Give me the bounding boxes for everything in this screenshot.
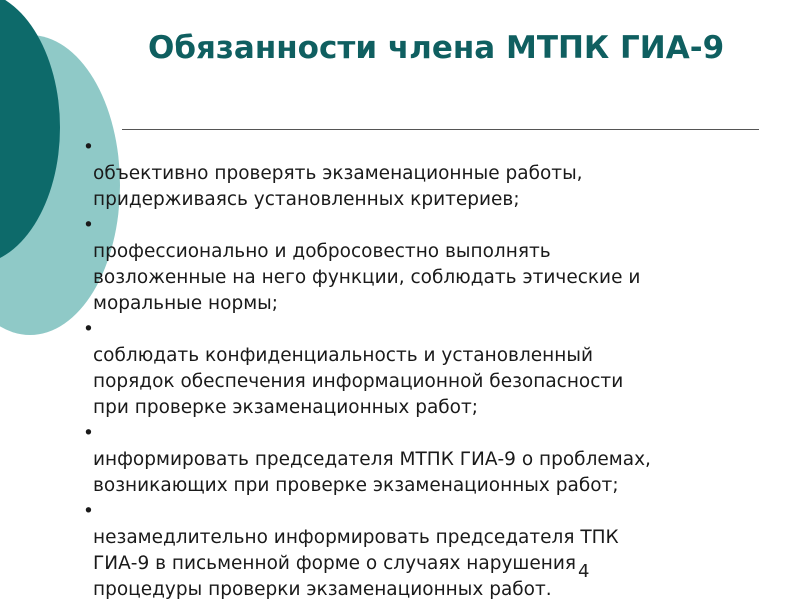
- list-item: [83, 135, 763, 213]
- duties-list: [83, 135, 763, 600]
- list-item-text: объективно проверять экзаменационные работы, придерживаясь установленных критериев;: [93, 163, 583, 210]
- bullet-icon: •: [83, 423, 94, 444]
- page-number: 4: [578, 561, 590, 582]
- list-item-text: незамедлительно информировать председателя ТПК ГИА-9 в письменной форме о случаях нарушения процедуры проверки экзаменационных работ.: [93, 527, 619, 600]
- bullet-icon: •: [83, 501, 94, 522]
- title-divider: [122, 129, 759, 130]
- list-item-text: соблюдать конфиденциальность и установленный порядок обеспечения информационной безопасности при проверке экзаменационных работ;: [93, 345, 624, 418]
- list-item-text: информировать председателя МТПК ГИА-9 о проблемах, возникающих при проверке экзаменационных работ;: [93, 449, 651, 496]
- slide-title: Обязанности члена МТПК ГИА-9: [148, 30, 725, 66]
- list-item: [83, 421, 763, 499]
- bullet-icon: •: [83, 319, 94, 340]
- list-item: [83, 499, 763, 600]
- list-item: [83, 317, 763, 421]
- bullet-icon: •: [83, 215, 94, 236]
- list-item: [83, 213, 763, 317]
- list-item-text: профессионально и добросовестно выполнять возложенные на него функции, соблюдать этические и моральные нормы;: [93, 241, 641, 314]
- bullet-icon: •: [83, 137, 94, 158]
